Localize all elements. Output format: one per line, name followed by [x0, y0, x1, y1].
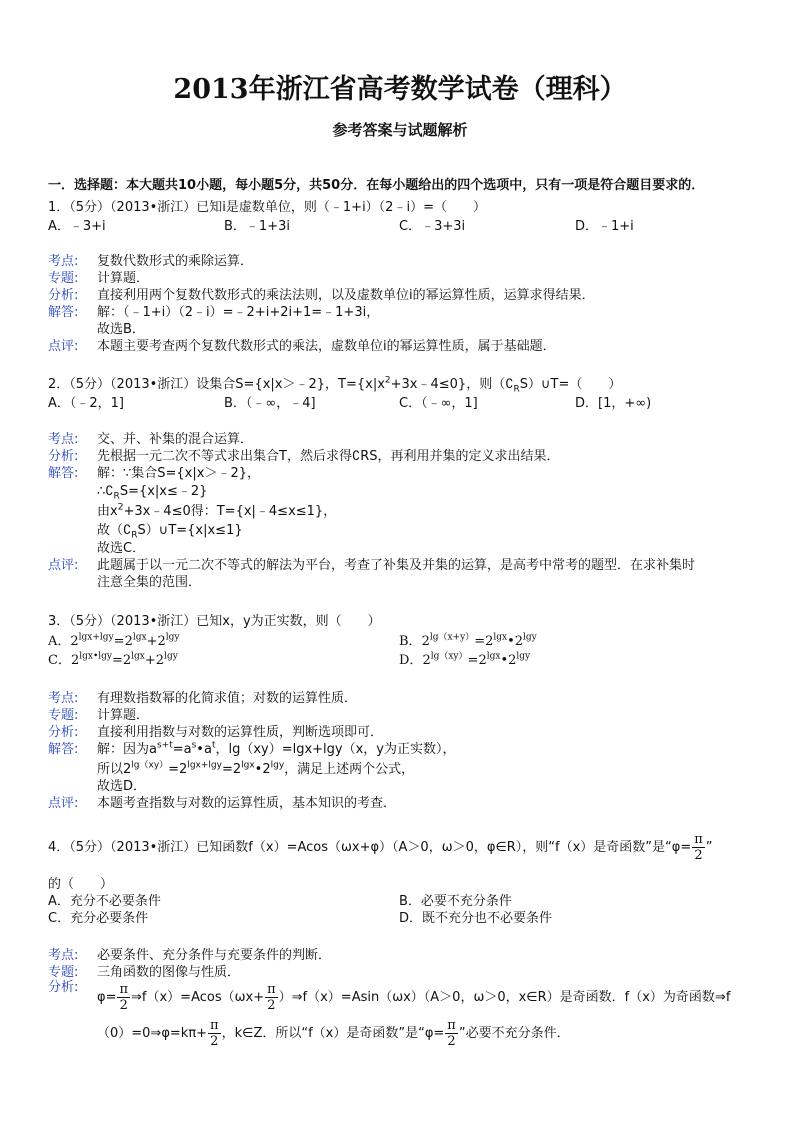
q3-option-a: A．$2^{lgx+lgy}=2^{lgx}+2^{lgy}$ — [48, 632, 180, 649]
q1-kaodian-label: 考点: — [48, 254, 79, 269]
q3-option-d: D．$2^{lg(xy)}=2^{lgx}•2^{lgy}$ — [399, 651, 531, 668]
q2-dianping-label: 点评: — [48, 558, 79, 573]
q1-fenxi-label: 分析: — [48, 288, 79, 303]
q2-jieda-line5: 故选C． — [97, 541, 146, 556]
page-subtitle: 参考答案与试题解析 — [332, 121, 468, 139]
q1-option-b: B．﹣1+3i — [224, 219, 290, 234]
q1-stem: 1．（5分）（2013•浙江）已知i是虚数单位，则（﹣1+i）（2﹣i）=（ ） — [48, 200, 486, 215]
q2-dianping-line1: 此题属于以一元二次不等式的解法为平台，考查了补集及并集的运算，是高考中常考的题型．在求补集时 — [97, 558, 696, 573]
q3-jieda-line1: 解：因为$a^{s+t}=a^s•a^t$，lg（xy）=lgx+lgy（x，y为正实数）， — [97, 740, 456, 757]
q1-dianping: 本题主要考查两个复数代数形式的乘法，虚数单位i的幂运算性质，属于基础题． — [97, 339, 556, 354]
q1-option-a: A．﹣3+i — [48, 219, 106, 234]
q2-option-a: A．（﹣2，1] — [48, 396, 125, 411]
q4-option-b: B．必要不充分条件 — [399, 894, 512, 909]
q2-kaodian: 交、并、补集的混合运算． — [97, 432, 254, 447]
q3-jieda-line2: 所以$2^{lg(xy)}=2^{lgx+lgy}=2^{lgx}•2^{lgy}$，满足上述两个公式， — [97, 760, 415, 777]
q3-kaodian-label: 考点: — [48, 691, 79, 706]
q1-zhuanti: 计算题． — [97, 271, 150, 286]
q2-option-d: D．[1，+∞) — [575, 396, 652, 411]
q2-jieda-line4: 故$(∁_RS)\cup T=\{x|x\le 1\}$ — [97, 523, 243, 541]
q3-fenxi-label: 分析: — [48, 725, 79, 740]
q2-jieda-line3: 由$x^2+3x﹣4\le 0$得：T={x|﹣4≤x≤1}， — [97, 502, 337, 519]
q3-dianping: 本题考查指数与对数的运算性质，基本知识的考查． — [97, 796, 397, 811]
q1-option-d: D．﹣1+i — [575, 219, 634, 234]
section-heading: 一．选择题：本大题共10小题，每小题5分，共50分．在每小题给出的四个选项中，只有一项是符合题目要求的． — [48, 178, 705, 193]
q1-jieda-label: 解答: — [48, 305, 79, 320]
page-title: 2013年浙江省高考数学试卷（理科） — [173, 74, 627, 105]
q1-fenxi: 直接利用两个复数代数形式的乘法法则，以及虚数单位i的幂运算性质，运算求得结果． — [97, 288, 595, 303]
q3-kaodian: 有理数指数幂的化简求值；对数的运算性质． — [97, 691, 358, 706]
q1-jieda-line1: 解：（﹣1+i）（2﹣i）=﹣2+i+2i+1=﹣1+3i， — [97, 305, 380, 320]
q4-option-d: D．既不充分也不必要条件 — [399, 911, 553, 926]
q2-jieda-line2: $\therefore∁_RS=\{x|x\le﹣2\}$ — [97, 484, 208, 502]
q3-jieda-label: 解答: — [48, 742, 79, 757]
q2-fenxi: 先根据一元二次不等式求出集合T，然后求得∁RS，再利用并集的定义求出结果． — [97, 449, 560, 464]
q4-kaodian: 必要条件、充分条件与充要条件的判断． — [97, 948, 332, 963]
pi-over-2-fraction: $\frac{\pi}{2}$ — [267, 982, 276, 1013]
q2-jieda-line1: 解：∵集合S={x|x＞﹣2}， — [97, 466, 260, 481]
pi-over-2-fraction: $\frac{\pi}{2}$ — [694, 832, 703, 863]
q4-kaodian-label: 考点: — [48, 948, 79, 963]
q2-option-c: C．（﹣∞，1] — [399, 396, 478, 411]
q4-fenxi-line2: （0）=0⇒φ=kπ+ $\frac{\pi}{2}$ ，k∈Z．所以“f（x）是奇函数”是“φ= $\frac{\pi}{2}$ ”必要不充分条件． — [97, 1018, 570, 1049]
q3-fenxi: 直接利用指数与对数的运算性质，判断选项即可． — [97, 725, 384, 740]
q2-stem: 2．（5分）（2013•浙江）设集合S={x|x＞﹣2}，$T=\{x|x^2+3x﹣4\le 0\}$，则$(∁_RS)\cup T=$（ ） — [48, 375, 622, 395]
pi-over-2-fraction: $\frac{\pi}{2}$ — [447, 1018, 456, 1049]
q4-zhuanti: 三角函数的图像与性质． — [97, 965, 241, 980]
q1-option-c: C．﹣3+3i — [399, 219, 466, 234]
q3-jieda-line3: 故选D． — [97, 779, 147, 794]
q1-kaodian: 复数代数形式的乘除运算． — [97, 254, 254, 269]
q3-dianping-label: 点评: — [48, 796, 79, 811]
q2-kaodian-label: 考点: — [48, 432, 79, 447]
q1-dianping-label: 点评: — [48, 339, 79, 354]
q4-fenxi-label: 分析: — [48, 980, 79, 995]
q2-dianping-line2: 注意全集的范围． — [97, 575, 202, 590]
q4-stem-cont: 的（ ） — [48, 877, 114, 892]
q3-zhuanti-label: 专题: — [48, 708, 79, 723]
q1-jieda-line2: 故选B． — [97, 322, 145, 337]
q3-option-b: B．$2^{lg(x+y)}=2^{lgx}•2^{lgy}$ — [399, 632, 537, 649]
q4-zhuanti-label: 专题: — [48, 965, 79, 980]
q3-zhuanti: 计算题． — [97, 708, 150, 723]
q2-fenxi-label: 分析: — [48, 449, 79, 464]
q1-zhuanti-label: 专题: — [48, 271, 79, 286]
q4-option-a: A．充分不必要条件 — [48, 894, 161, 909]
q2-option-b: B．（﹣∞，﹣4] — [224, 396, 316, 411]
q4-fenxi-line1: φ= $\frac{\pi}{2}$ ⇒f（x）=Acos（ωx+ $\frac{\pi}{2}$ ）⇒f（x）=Asin（ωx）（A＞0，ω＞0，x∈R）是奇函数．f（x）为奇函数⇒f — [97, 982, 731, 1013]
q2-jieda-label: 解答: — [48, 466, 79, 481]
q3-stem: 3．（5分）（2013•浙江）已知x，y为正实数，则（ ） — [48, 614, 381, 629]
q3-option-c: C．$2^{lgx•lgy}=2^{lgx}+2^{lgy}$ — [48, 651, 178, 668]
q4-stem: 4．（5分）（2013•浙江）已知函数f（x）=Acos（ωx+φ）（A＞0，ω＞0，φ∈R），则“f（x）是奇函数”是“φ= $\frac{\pi}{2}$ ” — [48, 832, 713, 863]
pi-over-2-fraction: $\frac{\pi}{2}$ — [119, 982, 129, 1013]
q4-option-c: C．充分必要条件 — [48, 911, 149, 926]
pi-over-2-fraction: $\frac{\pi}{2}$ — [210, 1018, 219, 1049]
